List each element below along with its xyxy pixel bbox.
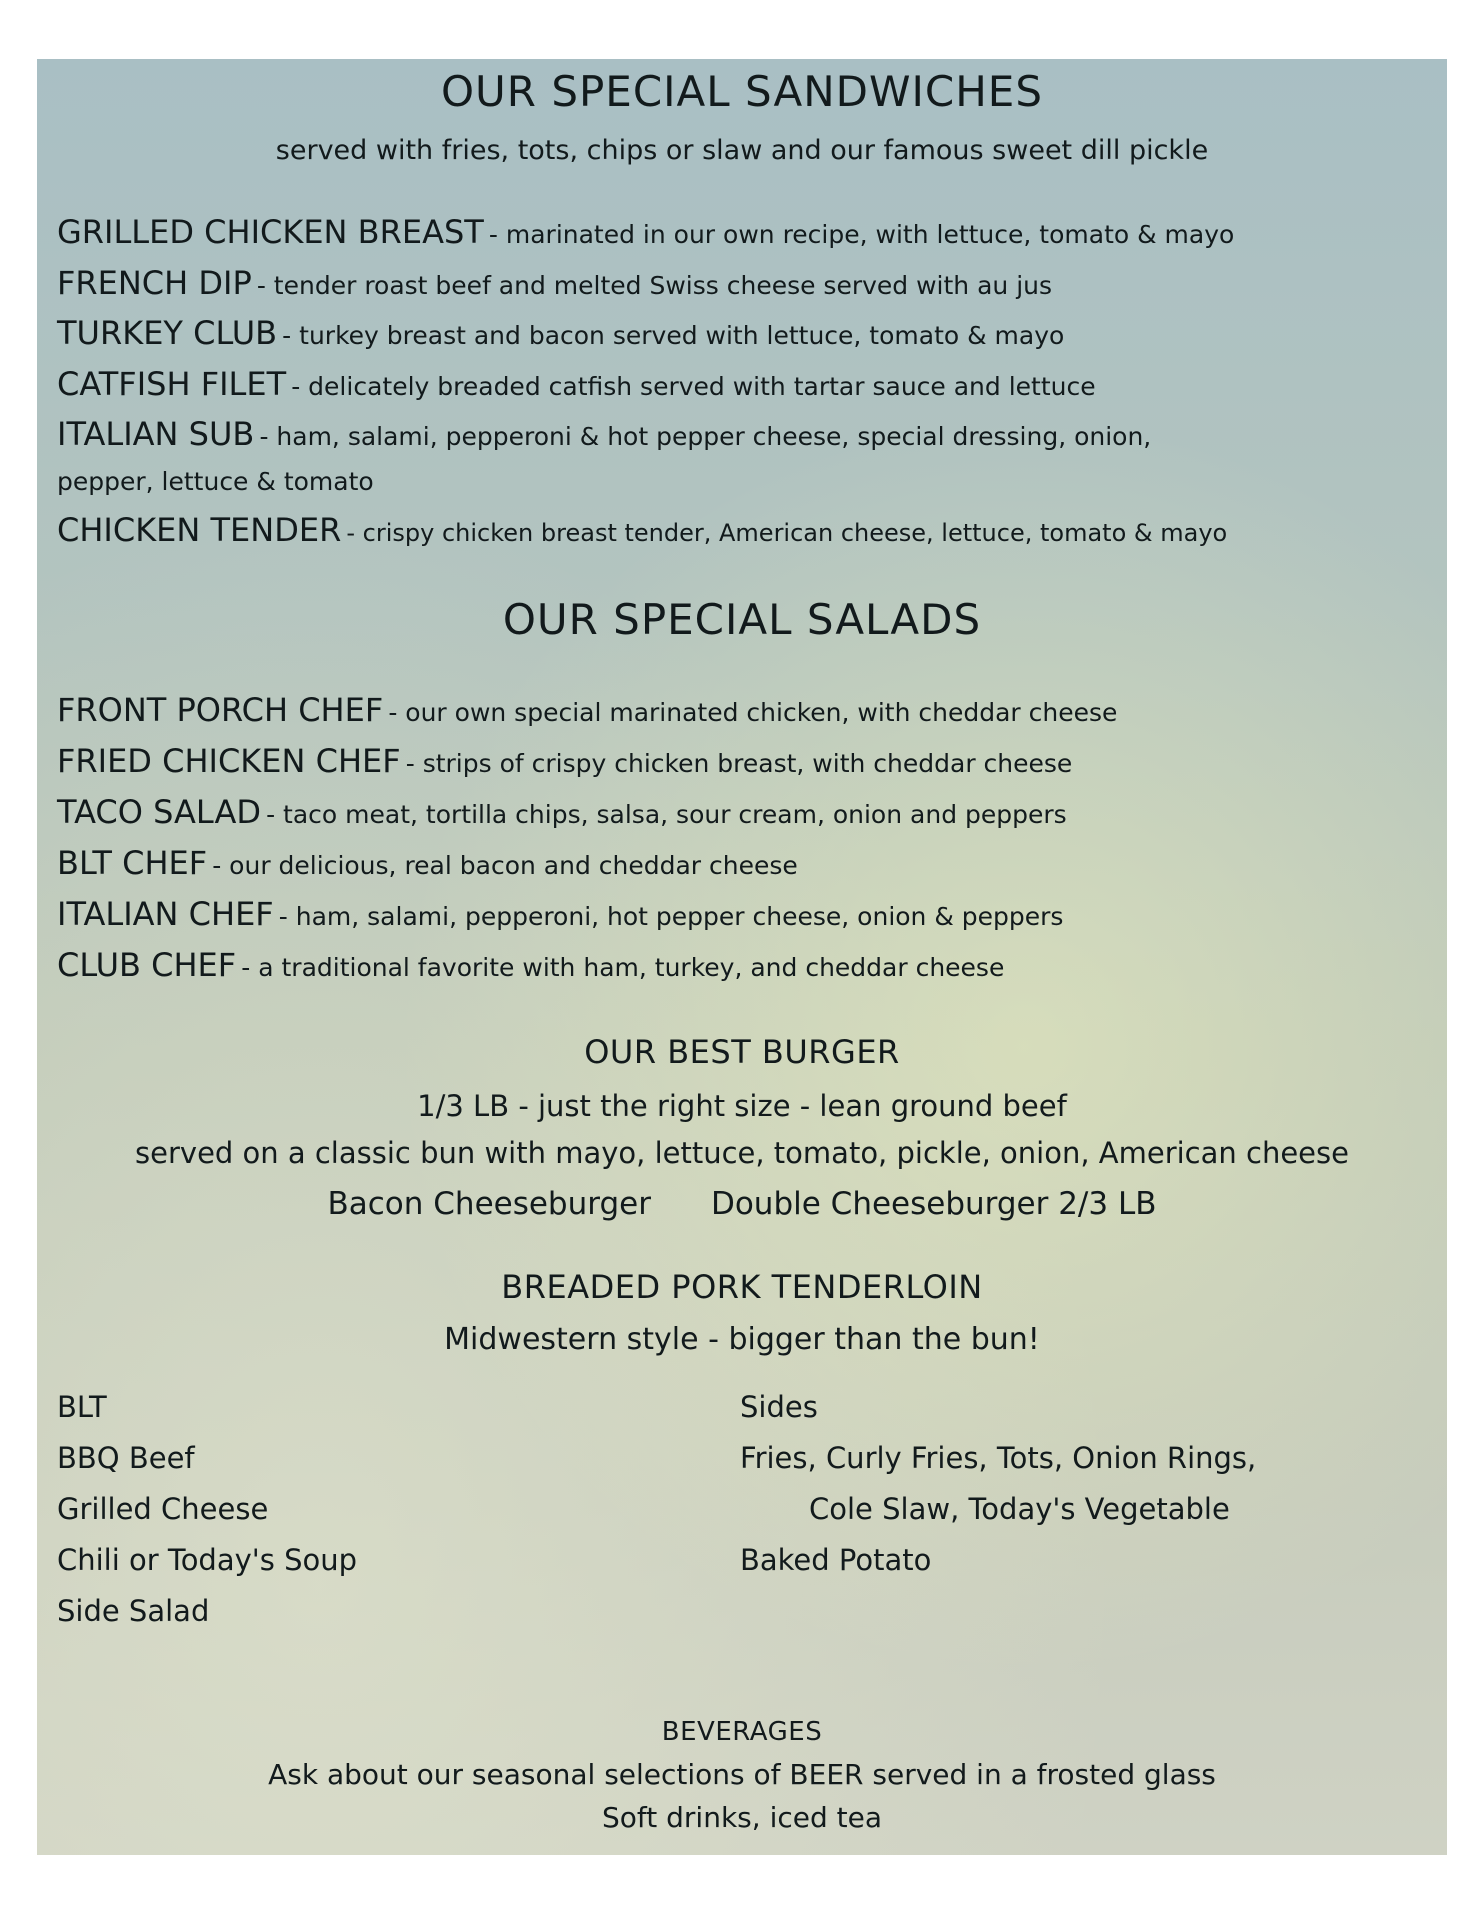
burger-option-bacon: Bacon Cheeseburger — [327, 1186, 651, 1222]
sandwich-desc-continued: pepper, lettuce & tomato — [57, 467, 374, 496]
sandwiches-subtitle: served with fries, tots, chips or slaw and our famous sweet dill pickle — [275, 135, 1209, 166]
sandwich-item — [57, 365, 1096, 403]
sandwich-item — [57, 415, 1152, 453]
salad-desc: - strips of crispy chicken breast, with cheddar cheese — [405, 749, 1073, 778]
sandwich-desc: - delicately breaded catfish served with tartar sauce and lettuce — [291, 372, 1096, 401]
salads-title: OUR SPECIAL SALADS — [502, 595, 982, 644]
beverages-title: BEVERAGES — [661, 1717, 823, 1747]
sandwich-desc: - marinated in our own recipe, with lettuce, tomato & mayo — [488, 220, 1235, 249]
salad-name: FRIED CHICKEN CHEF — [57, 742, 401, 780]
other-item: BLT — [57, 1390, 107, 1424]
other-item: Side Salad — [57, 1594, 210, 1628]
salad-item — [57, 895, 1064, 933]
other-item: Grilled Cheese — [57, 1492, 269, 1526]
menu-panel — [37, 59, 1447, 1855]
sandwich-name: CATFISH FILET — [57, 365, 287, 403]
salad-item — [57, 946, 1005, 984]
salad-item — [57, 691, 1118, 729]
salad-desc: - a traditional favorite with ham, turkey, and cheddar cheese — [241, 953, 1005, 982]
sandwich-name: CHICKEN TENDER — [57, 511, 342, 549]
sandwich-item — [57, 213, 1235, 251]
sandwich-item — [57, 511, 1228, 549]
sides-line-3: Baked Potato — [740, 1543, 932, 1577]
other-item: Chili or Today's Soup — [57, 1543, 358, 1577]
sandwich-name: ITALIAN SUB — [57, 415, 255, 453]
salad-desc: - our own special marinated chicken, with cheddar cheese — [388, 698, 1118, 727]
sandwich-desc: - ham, salami, pepperoni & hot pepper cheese, special dressing, onion, — [259, 422, 1152, 451]
burger-line-1: 1/3 LB - just the right size - lean ground beef — [417, 1089, 1067, 1123]
salad-name: ITALIAN CHEF — [57, 895, 274, 933]
salad-item — [57, 742, 1073, 780]
beverages-line-2: Soft drinks, iced tea — [602, 1801, 882, 1834]
sandwich-desc: - crispy chicken breast tender, American cheese, lettuce, tomato & mayo — [346, 519, 1228, 547]
tenderloin-title: BREADED PORK TENDERLOIN — [501, 1268, 983, 1306]
burger-option-double: Double Cheeseburger 2/3 LB — [710, 1186, 1157, 1222]
sides-line-1: Fries, Curly Fries, Tots, Onion Rings, — [740, 1441, 1257, 1475]
tenderloin-subtitle: Midwestern style - bigger than the bun! — [444, 1322, 1040, 1357]
salad-name: TACO SALAD — [57, 793, 261, 831]
burger-title: OUR BEST BURGER — [584, 1033, 900, 1071]
salad-desc: - ham, salami, pepperoni, hot pepper cheese, onion & peppers — [278, 902, 1064, 931]
burger-line-2: served on a classic bun with mayo, lettuce, tomato, pickle, onion, American cheese — [135, 1136, 1349, 1170]
sandwich-name: GRILLED CHICKEN BREAST — [57, 213, 484, 251]
salad-desc: - taco meat, tortilla chips, salsa, sour cream, onion and peppers — [266, 800, 1067, 829]
burger-options — [37, 1186, 1447, 1222]
other-item: BBQ Beef — [57, 1441, 195, 1475]
sandwich-item — [57, 314, 1065, 352]
sandwich-desc: - turkey breast and bacon served with lettuce, tomato & mayo — [282, 321, 1065, 350]
sandwiches-title: OUR SPECIAL SANDWICHES — [440, 67, 1043, 116]
sides-line-2: Cole Slaw, Today's Vegetable — [809, 1492, 1230, 1526]
salad-item — [57, 844, 798, 882]
sandwich-item — [57, 264, 1053, 302]
sandwich-name: TURKEY CLUB — [57, 314, 278, 352]
salad-name: CLUB CHEF — [57, 946, 237, 984]
salad-desc: - our delicious, real bacon and cheddar cheese — [212, 851, 798, 880]
sandwich-name: FRENCH DIP — [57, 264, 252, 302]
salad-name: FRONT PORCH CHEF — [57, 691, 384, 729]
salad-name: BLT CHEF — [57, 844, 208, 882]
sandwich-desc: - tender roast beef and melted Swiss cheese served with au jus — [256, 271, 1053, 300]
sides-title: Sides — [740, 1390, 818, 1424]
salad-item — [57, 793, 1067, 831]
beverages-line-1: Ask about our seasonal selections of BEER served in a frosted glass — [268, 1758, 1216, 1791]
